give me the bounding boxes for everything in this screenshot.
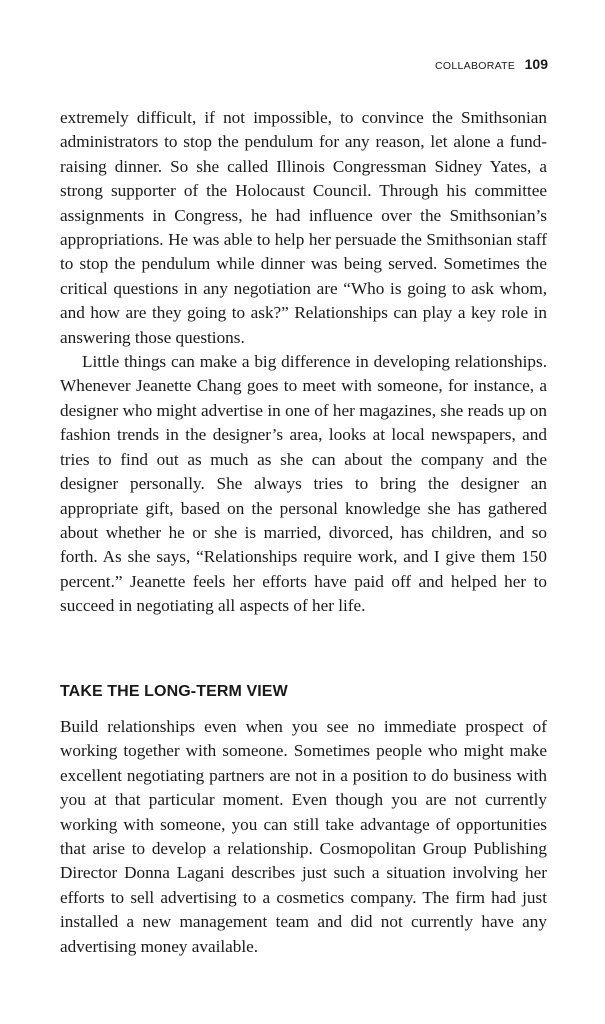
paragraph: Build relationships even when you see no immediate prospect of working together with someone. Sometimes people who might make excellent negotiating partners are not in a position to do business with you at that particular moment. Even though you are not currently working with someone, you can still take advantage of opportunities that arise to develop a relationship. Cosmopolitan Group Publishing Director Donna Lagani describes just such a situation involving her efforts to sell advertising to a cosmetics company. The firm had just installed a new management team and did not currently have any advertising money available. [60,717,547,956]
section-body-text [60,715,547,959]
running-head-section: COLLABORATE [435,60,516,72]
running-head [435,56,548,74]
paragraph: Little things can make a big difference in developing relationships. Whenever Jeanette Chang goes to meet with someone, for instance, a designer who might advertise in one of her magazines, she reads up on fashion trends in the designer’s area, looks at local newspapers, and tries to find out as much as she can about the company and the designer personally. She always tries to bring the designer an appropriate gift, based on the personal knowledge she has gathered about whether he or she is married, divorced, has children, and so forth. As she says, “Relationships require work, and I give them 150 percent.” Jeanette feels her efforts have paid off and helped her to succeed in negotiating all aspects of her life. [60,352,547,616]
body-text [60,106,547,619]
paragraph: extremely difficult, if not impossible, to convince the Smithsonian administrators to stop the pendulum for any reason, let alone a fund-raising dinner. So she called Illinois Congressman Sidney Yates, a strong supporter of the Holocaust Council. Through his committee assignments in Congress, he had influence over the Smithsonian’s appropriations. He was able to help her persuade the Smithsonian staff to stop the pendulum while dinner was being served. Sometimes the critical questions in any negotiation are “Who is going to ask whom, and how are they going to ask?” Relationships can play a key role in answering those questions. [60,108,547,347]
section-heading: TAKE THE LONG-TERM VIEW [60,683,288,700]
page-number: 109 [524,56,548,72]
